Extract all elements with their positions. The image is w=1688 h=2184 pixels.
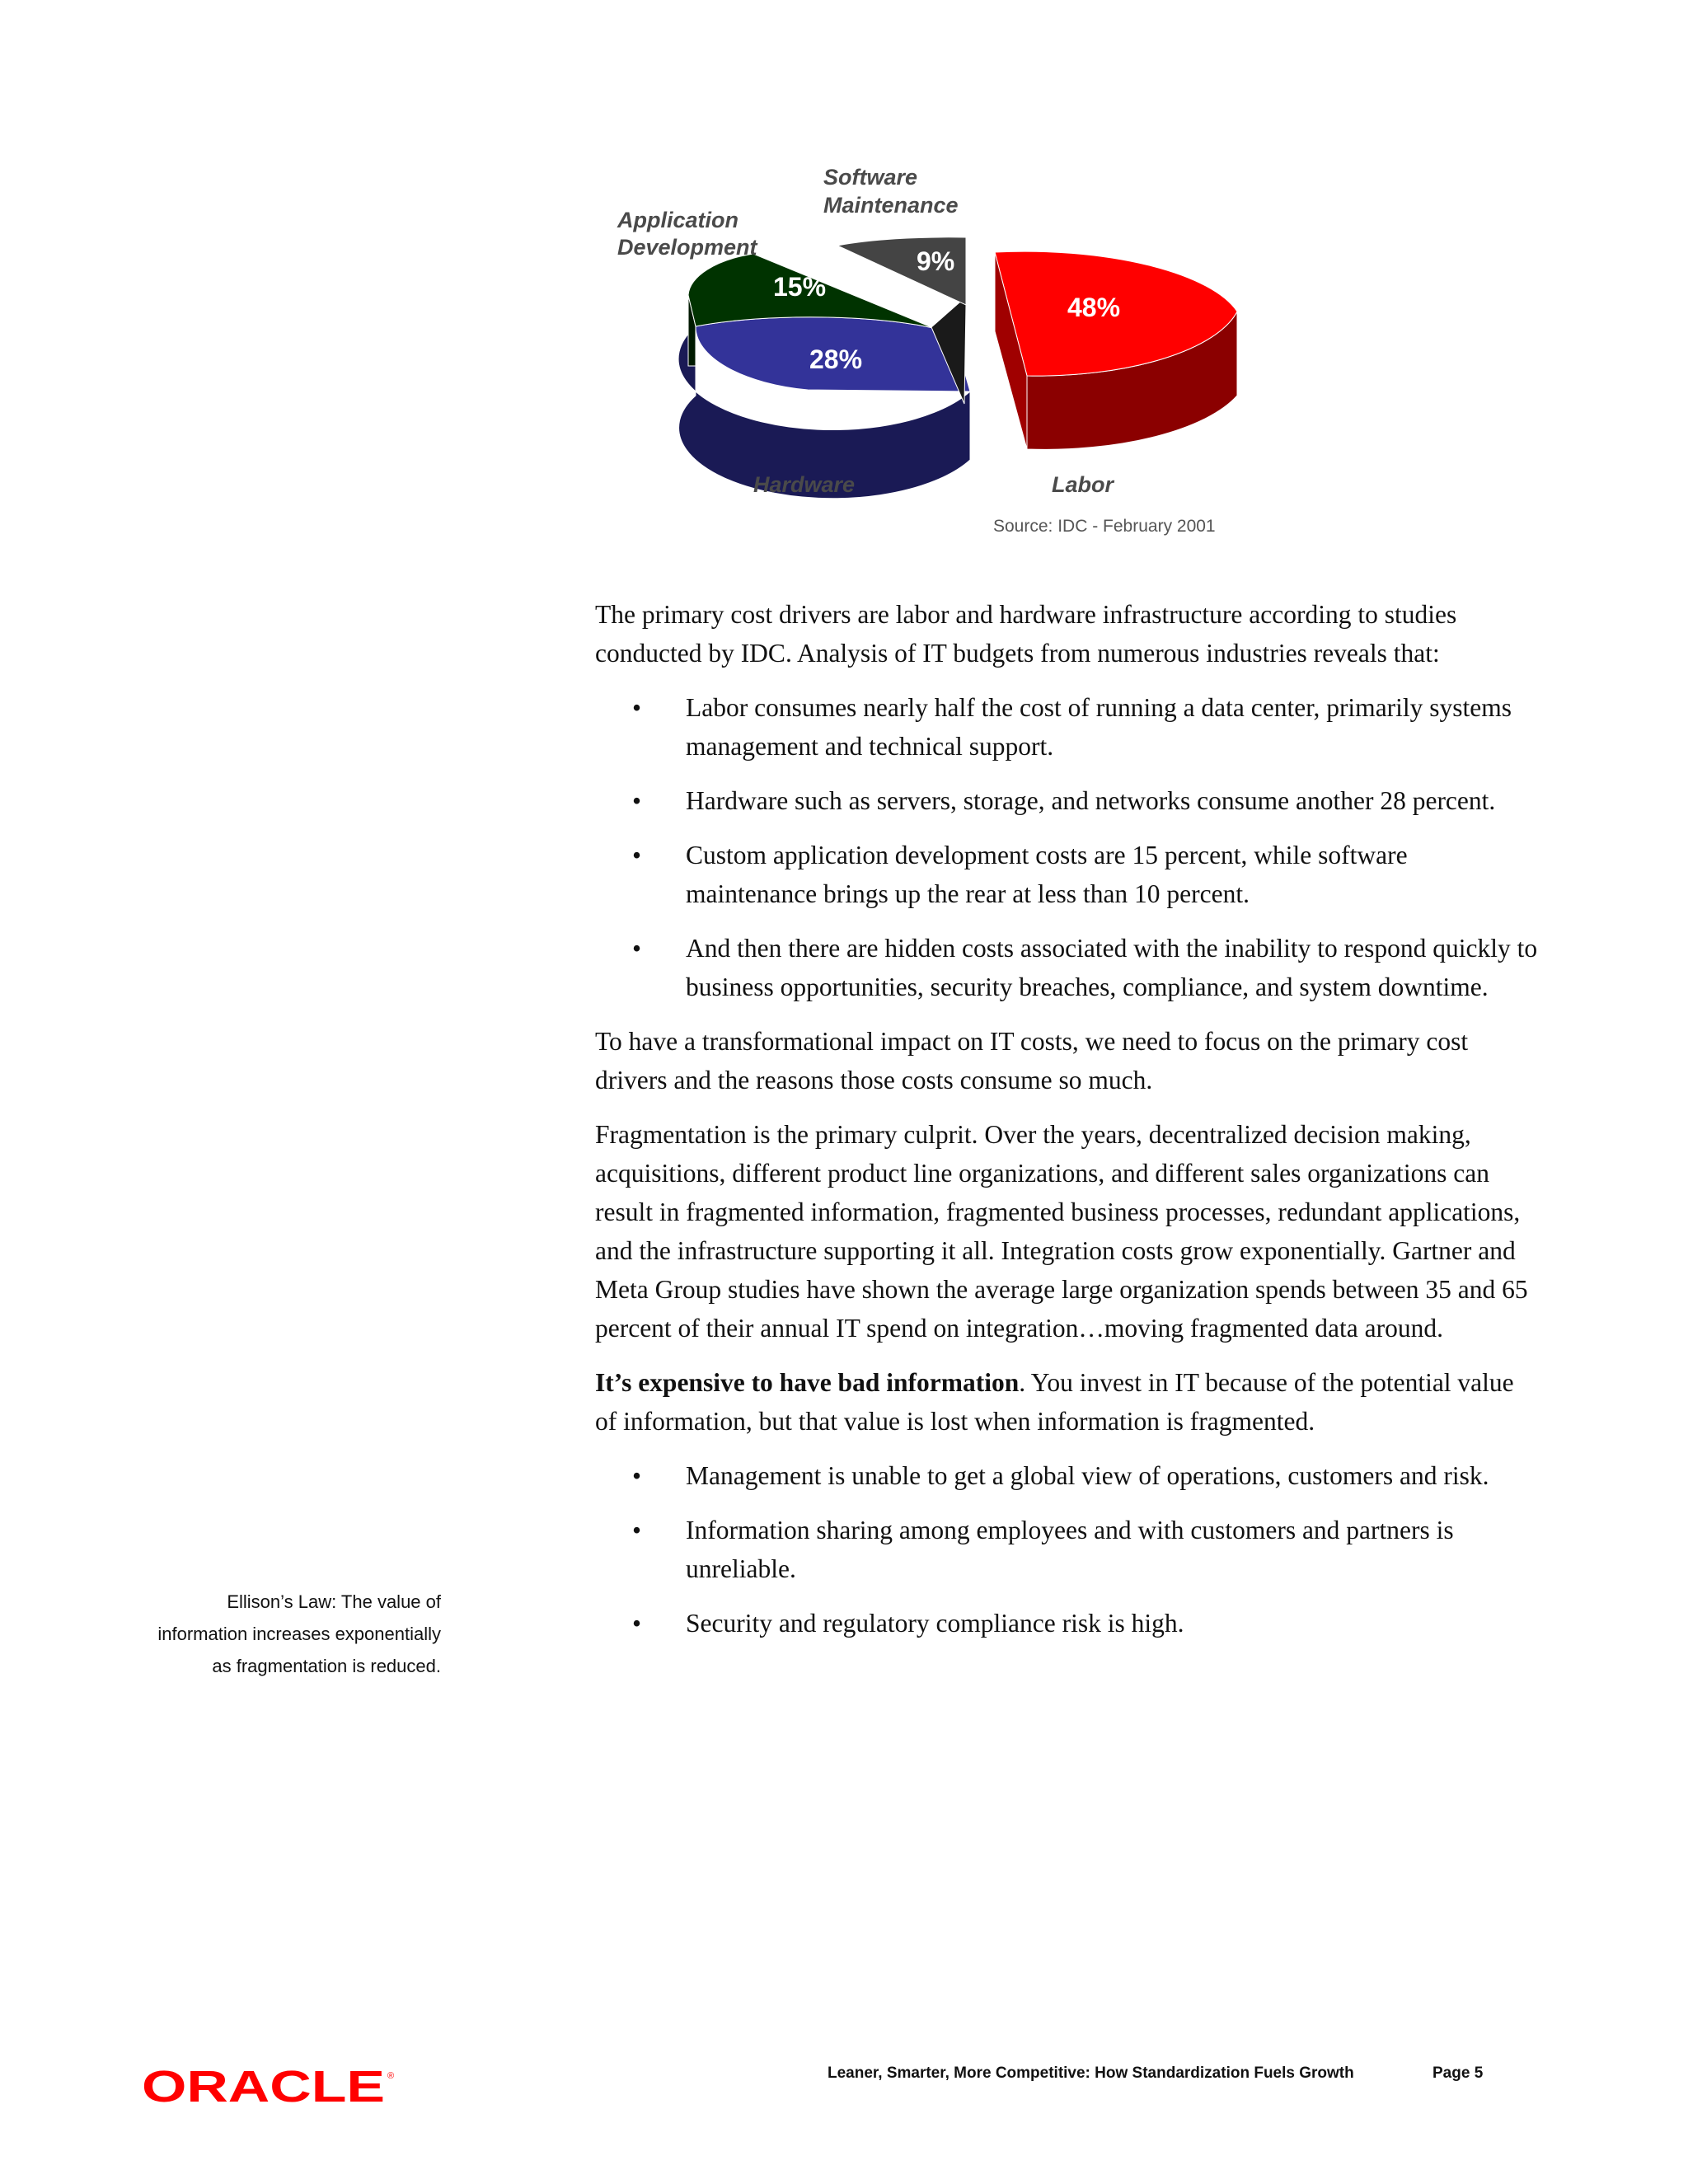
category-label-software-2: Maintenance <box>823 193 959 218</box>
category-label-appdev-1: Application <box>617 208 738 232</box>
oracle-logo-text: ORACLE <box>142 2067 385 2107</box>
bullet-icon: • <box>632 1609 642 1638</box>
pct-label-appdev: 15% <box>773 272 827 302</box>
list-item-text: And then there are hidden costs associated with the inability to respond quickly to business opportunities, security breaches, compliance, and system downtime. <box>686 934 1538 1001</box>
bullet-icon: • <box>632 786 642 815</box>
pct-label-software: 9% <box>917 246 955 276</box>
list-item <box>595 1456 1539 1495</box>
cost-pie-chart <box>593 157 1269 552</box>
list-item-text: Hardware such as servers, storage, and networks consume another 28 percent. <box>686 786 1496 815</box>
list-item-text: Custom application development costs are 15 percent, while software maintenance brings up the rear at less than 10 percent. <box>686 841 1408 908</box>
oracle-logo-svg <box>142 2067 397 2107</box>
sidenote-line: as fragmentation is reduced. <box>212 1656 441 1676</box>
list-item <box>595 688 1539 766</box>
chart-source: Source: IDC - February 2001 <box>993 517 1216 536</box>
footer-document-title: Leaner, Smarter, More Competitive: How Standardization Fuels Growth <box>828 2064 1354 2082</box>
sidenote-line: information increases exponentially <box>157 1624 441 1644</box>
list-item-text: Management is unable to get a global view of operations, customers and risk. <box>686 1461 1489 1490</box>
bullet-icon: • <box>632 1516 642 1544</box>
oracle-logo <box>142 2067 397 2111</box>
list-item <box>595 929 1539 1006</box>
list-item <box>595 1604 1539 1643</box>
fragmentation-effects-list <box>595 1456 1539 1643</box>
category-label-appdev-2: Development <box>617 235 757 260</box>
bullet-icon: • <box>632 693 642 722</box>
intro-paragraph: The primary cost drivers are labor and hardware infrastructure according to studies conducted by IDC. Analysis of IT budgets from numerous industries reveals that: <box>595 600 1457 668</box>
category-label-software-1: Software <box>823 165 918 190</box>
registered-mark-icon: ® <box>387 2071 395 2081</box>
pct-label-hardware: 28% <box>809 344 863 374</box>
bullet-icon: • <box>632 841 642 869</box>
bad-information-paragraph <box>595 1363 1539 1441</box>
list-item <box>595 836 1539 913</box>
list-item-text: Labor consumes nearly half the cost of running a data center, primarily systems management and technical support. <box>686 693 1512 761</box>
sidenote-line: Ellison’s Law: The value of <box>227 1591 441 1612</box>
bullet-icon: • <box>632 934 642 963</box>
bad-information-heading: It’s expensive to have bad information <box>595 1368 1020 1397</box>
slice-labor-group <box>995 251 1237 449</box>
transformational-paragraph: To have a transformational impact on IT costs, we need to focus on the primary cost drivers and the reasons those costs consume so much. <box>595 1027 1469 1094</box>
footer-page-number: Page 5 <box>1432 2064 1484 2082</box>
pie-chart-svg <box>593 157 1269 552</box>
bullet-icon: • <box>632 1461 642 1490</box>
list-item-text: Security and regulatory compliance risk is high. <box>686 1609 1184 1638</box>
fragmentation-paragraph: Fragmentation is the primary culprit. Over the years, decentralized decision making, acquisitions, different product line organizations, and different sales organizations can result in fragmented information, fragmented business processes, redundant applications, and the infrastructure supporting it all. Integration costs grow exponentially. Gartner and Meta Group studies have shown the average large organization spends between 35 and 65 percent of their annual IT spend on integration…moving fragmented data around. <box>595 1120 1528 1343</box>
list-item <box>595 781 1539 820</box>
list-item <box>595 1511 1539 1588</box>
list-item-text: Information sharing among employees and with customers and partners is unreliable. <box>686 1516 1454 1583</box>
main-content <box>595 595 1539 1658</box>
bad-information-text: . You invest in IT because of the potential value of information, but that value is lost when information is fragmented. <box>595 1368 1514 1436</box>
category-label-hardware: Hardware <box>753 472 856 497</box>
ellisons-law-sidenote <box>124 1586 441 1682</box>
cost-drivers-list <box>595 688 1539 1006</box>
pct-label-labor: 48% <box>1067 293 1121 322</box>
category-label-labor: Labor <box>1052 472 1114 497</box>
